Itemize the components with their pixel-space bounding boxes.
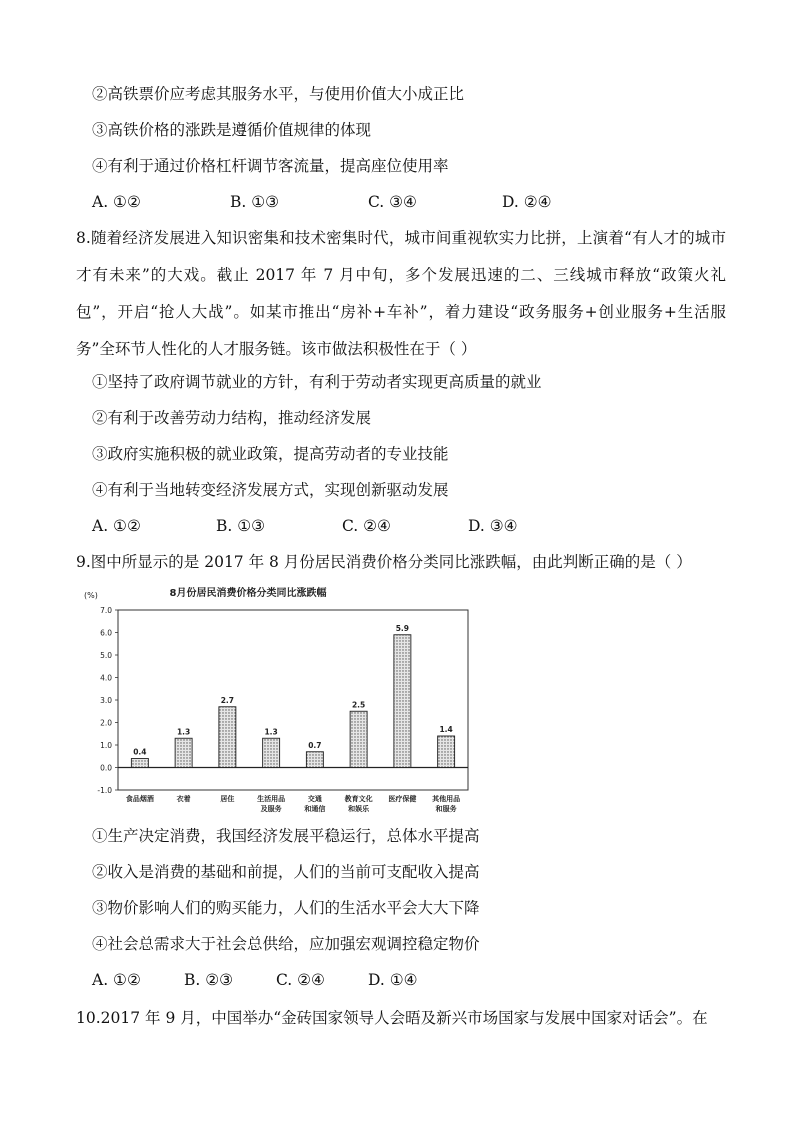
bar (350, 711, 367, 767)
category-label: 及服务 (260, 805, 282, 813)
bar (131, 759, 148, 768)
y-tick-label: -1.0 (97, 786, 112, 795)
q9-option-b[interactable]: B. ②③ (184, 971, 234, 989)
q9-option-c[interactable]: C. ②④ (276, 971, 325, 989)
y-tick-label: 3.0 (100, 696, 112, 705)
y-tick-label: 5.0 (100, 651, 112, 660)
q7-option-a[interactable]: A. ①② (92, 193, 141, 211)
bar (219, 707, 236, 768)
y-tick-label: 0.0 (100, 763, 112, 773)
q8-option-c[interactable]: C. ②④ (342, 517, 391, 535)
q7-item-3: ③高铁价格的涨跌是遵循价值规律的体现 (92, 121, 372, 139)
category-label: 和通信 (304, 805, 326, 813)
q9-option-d[interactable]: D. ①④ (368, 971, 418, 989)
category-label: 食品烟酒 (125, 795, 154, 803)
q7-item-2: ②高铁票价应考虑其服务水平，与使用价值大小成正比 (92, 85, 465, 103)
bar (306, 752, 323, 768)
category-label: 居住 (220, 795, 235, 803)
y-tick-label: 1.0 (100, 741, 112, 750)
y-tick-label: 6.0 (100, 628, 112, 638)
q7-item-4: ④有利于通过价格杠杆调节客流量，提高座位使用率 (92, 157, 449, 175)
bar (263, 738, 280, 767)
q7-option-b[interactable]: B. ①③ (230, 193, 280, 211)
q9-item-2: ②收入是消费的基础和前提，人们的当前可支配收入提高 (92, 863, 480, 881)
category-label: 和服务 (435, 805, 457, 813)
y-tick-label: 4.0 (100, 673, 112, 683)
q9-stem: 9.图中所显示的是 2017 年 8 月份居民消费价格分类同比涨跌幅，由此判断正确的是（ ） (76, 553, 692, 571)
q8-item-1: ①坚持了政府调节就业的方针，有利于劳动者实现更高质量的就业 (92, 373, 542, 391)
q8-stem: 8.随着经济发展进入知识密集和技术密集时代，城市间重视软实力比拼，上演着“有人才的城市才有未来”的大戏。截止 2017 年 7 月中旬，多个发展迅速的二、三线城市释放“政策火礼包”，开启“抢人大战”。如某市推出“房补+车补”，着力建设“政务服务+创业服务+生活服务”全环节人性化的人才服务链。该市做法积极性在于（ ） (76, 229, 726, 358)
q8-option-d[interactable]: D. ③④ (468, 517, 518, 535)
category-label: 其他用品 (432, 795, 461, 803)
category-label: 教育文化 (344, 795, 373, 803)
q7-option-c[interactable]: C. ③④ (368, 193, 417, 211)
q8-item-2: ②有利于改善劳动力结构，推动经济发展 (92, 409, 372, 427)
q9-option-a[interactable]: A. ①② (92, 971, 141, 989)
q7-option-d[interactable]: D. ②④ (502, 193, 552, 211)
category-label: 衣着 (176, 795, 191, 803)
category-label: 和娱乐 (348, 805, 370, 813)
q9-item-1: ①生产决定消费，我国经济发展平稳运行，总体水平提高 (92, 827, 480, 845)
q8-option-a[interactable]: A. ①② (92, 517, 141, 535)
q8-item-3: ③政府实施积极的就业政策，提高劳动者的专业技能 (92, 445, 449, 463)
y-tick-label: 2.0 (100, 718, 112, 728)
bar-value-label: 0.4 (133, 747, 147, 757)
bar-value-label: 0.7 (308, 740, 322, 750)
bar (394, 635, 411, 768)
bar-value-label: 1.3 (264, 727, 278, 737)
bar-value-label: 5.9 (395, 623, 410, 633)
bar (175, 738, 192, 767)
bar-value-label: 2.7 (220, 695, 235, 705)
category-label: 生活用品 (257, 795, 286, 803)
bar-value-label: 1.4 (439, 725, 453, 734)
q9-item-4: ④社会总需求大于社会总供给，应加强宏观调控稳定物价 (92, 935, 480, 953)
chart-y-unit: (%) (84, 591, 98, 600)
bar (438, 736, 455, 768)
q10-stem: 10.2017 年 9 月，中国举办“金砖国家领导人会晤及新兴市场国家与发展中国家对话会”。在 (76, 1009, 708, 1027)
bar-value-label: 2.5 (351, 700, 366, 710)
y-tick-label: 7.0 (100, 606, 112, 615)
category-label: 医疗保健 (388, 795, 417, 803)
q8-option-b[interactable]: B. ①③ (216, 517, 266, 535)
chart-title: 8月份居民消费价格分类同比涨跌幅 (169, 588, 327, 599)
bar-value-label: 1.3 (176, 727, 191, 737)
category-label: 交通 (307, 795, 322, 803)
q8-item-4: ④有利于当地转变经济发展方式，实现创新驱动发展 (92, 481, 449, 499)
q9-item-3: ③物价影响人们的购买能力，人们的生活水平会大大下降 (92, 899, 480, 917)
cpi-bar-chart (78, 580, 478, 820)
